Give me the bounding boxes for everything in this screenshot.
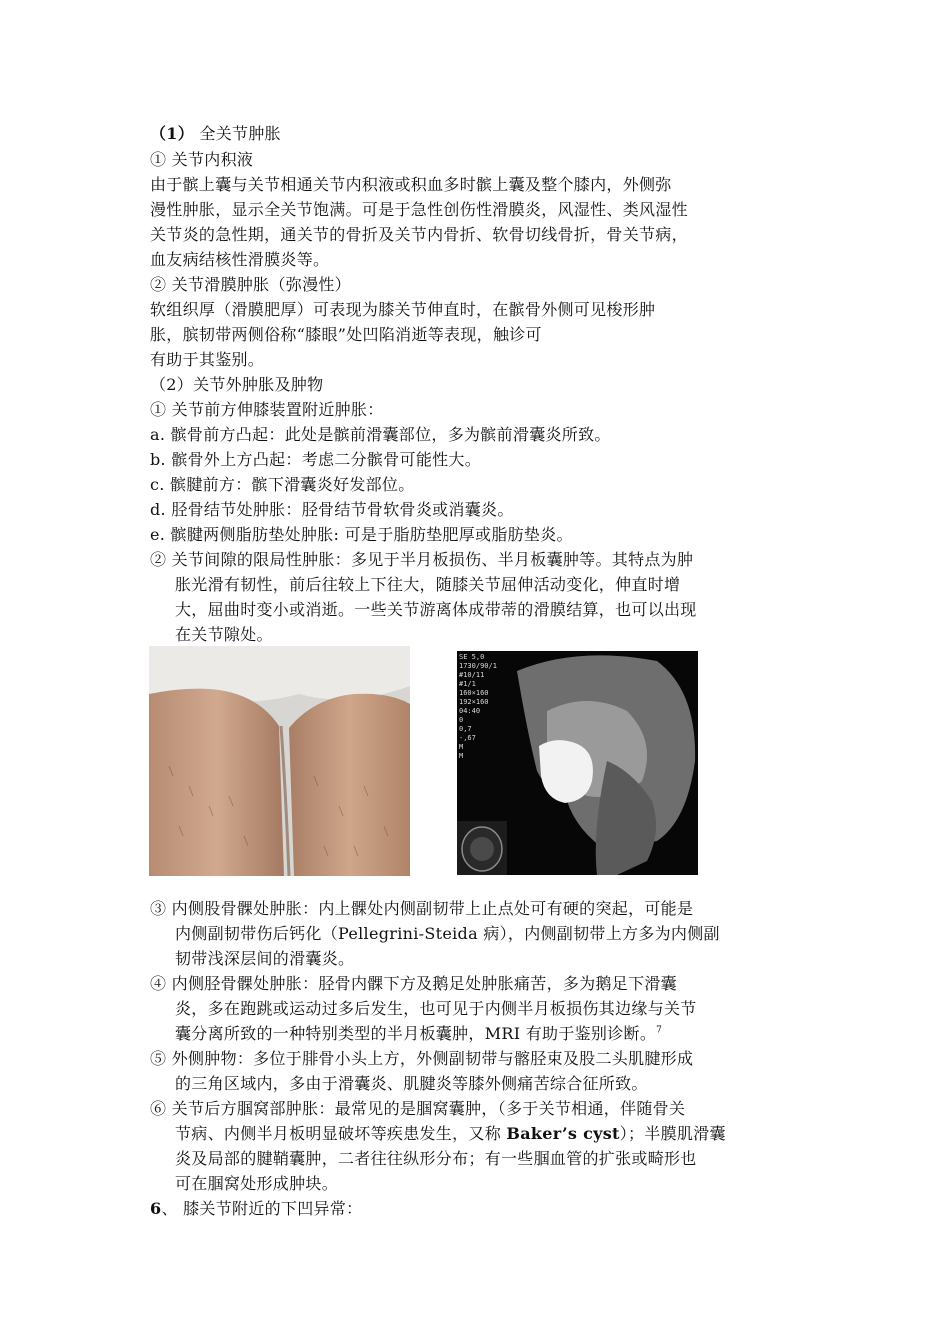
sub2-line: 有助于其鉴别。 xyxy=(150,350,265,369)
sub1-title: ① 关节内积液 xyxy=(150,150,254,169)
mri-overlay-text: #1/1 xyxy=(459,680,476,688)
item6-line: 可在腘窝处形成肿块。 xyxy=(175,1174,339,1193)
item1-list-item: b. 髌骨外上方凸起：考虑二分髌骨可能性大。 xyxy=(150,450,482,469)
item6-text: ）；半膜肌滑囊 xyxy=(619,1124,726,1143)
item5-line: 的三角区域内，多由于滑囊炎、肌腱炎等膝外侧痛苦综合征所致。 xyxy=(175,1074,648,1093)
item3-line: 韧带浅深层间的滑囊炎。 xyxy=(175,949,355,968)
bakers-cyst-term: Baker’s cyst xyxy=(506,1124,620,1143)
knee-photo xyxy=(149,646,410,876)
mri-overlay-text: 0 xyxy=(459,716,464,724)
sub2-title: ② 关节滑膜肿胀（弥漫性） xyxy=(150,275,351,294)
sub1-line: 血友病结核性滑膜炎等。 xyxy=(150,250,330,269)
footnote-ref: 7 xyxy=(656,1025,663,1036)
section1-heading xyxy=(150,122,800,146)
sub2-line: 胀，膑韧带两侧俗称“膝眼”处凹陷消逝等表现，触诊可 xyxy=(150,325,542,344)
item3-line: 内侧副韧带伤后钙化（Pellegrini-Steida 病），内侧副韧带上方多为内侧副 xyxy=(175,924,720,943)
item6-text: 节病、内侧半月板明显破坏等疾患发生，又称 xyxy=(175,1124,507,1143)
mri-overlay-text: 1730/90/1 xyxy=(459,662,497,670)
mri-overlay-text: 04:40 xyxy=(459,707,481,715)
section6-number: 6 xyxy=(150,1199,162,1218)
section6-heading xyxy=(150,1197,800,1221)
mri-overlay-text: 0,7 xyxy=(459,725,472,733)
section1-heading-number: （1） xyxy=(150,124,195,143)
item1-title: ① 关节前方伸膝装置附近肿胀： xyxy=(150,400,384,419)
mri-overlay-text: 192×160 xyxy=(459,698,489,706)
section1-heading-text: 全关节肿胀 xyxy=(194,124,281,143)
item2-line: ② 关节间隙的限局性肿胀：多见于半月板损伤、半月板囊肿等。其特点为肿 xyxy=(150,550,694,569)
mri-overlay-text: 160×160 xyxy=(459,689,489,697)
item3-line: ③ 内侧股骨髁处肿胀：内上髁处内侧副韧带上止点处可有硬的突起，可能是 xyxy=(150,899,694,918)
item2-line: 在关节隙处。 xyxy=(175,625,273,644)
sub1-line: 关节炎的急性期，通关节的骨折及关节内骨折、软骨切线骨折，骨关节病， xyxy=(150,225,688,244)
mri-image xyxy=(457,651,698,875)
item4-line: ④ 内侧胫骨髁处肿胀：胫骨内髁下方及鹅足处肿胀痛苦，多为鹅足下滑囊 xyxy=(150,974,677,993)
mri-overlay-text: #10/11 xyxy=(459,671,485,679)
sub1-line: 漫性肿胀，显示全关节饱满。可是于急性创伤性滑膜炎，风湿性、类风湿性 xyxy=(150,200,688,219)
item4-line xyxy=(175,1022,825,1046)
section2-heading: （2）关节外肿胀及肿物 xyxy=(150,375,324,394)
item2-line: 胀光滑有韧性，前后往较上下往大，随膝关节屈伸活动变化，伸直时增 xyxy=(175,575,681,594)
item6-line: ⑥ 关节后方腘窝部肿胀：最常见的是腘窝囊肿，（多于关节相通，伴随骨关 xyxy=(150,1099,686,1118)
mri-overlay-text: SE 5,0 xyxy=(459,653,485,661)
item1-list-item: d. 胫骨结节处肿胀：胫骨结节骨软骨炎或消囊炎。 xyxy=(150,500,514,519)
item2-line: 大，屈曲时变小或消逝。一些关节游离体成带蒂的滑膜结算，也可以出现 xyxy=(175,600,697,619)
section6-text: 、 膝关节附近的下凹异常： xyxy=(161,1199,363,1218)
item1-list-item: e. 髌腱两侧脂肪垫处肿胀: 可是于脂肪垫肥厚或脂肪垫炎。 xyxy=(150,525,573,544)
sub1-line: 由于髌上囊与关节相通关节内积液或积血多时髌上囊及整个膝内，外侧弥 xyxy=(150,175,672,194)
sub2-line: 软组织厚（滑膜肥厚）可表现为膝关节伸直时，在髌骨外侧可见梭形肿 xyxy=(150,300,656,319)
item1-list-item: c. 髌腱前方：髌下滑囊炎好发部位。 xyxy=(150,475,415,494)
item6-line: 炎及局部的腱鞘囊肿，二者往往纵形分布；有一些腘血管的扩张或畸形也 xyxy=(175,1149,697,1168)
mri-overlay-text: -,67 xyxy=(459,734,476,742)
mri-overlay-text: M xyxy=(459,743,464,751)
mri-overlay-text: M xyxy=(459,752,464,760)
item4-line-text: 囊分离所致的一种特别类型的半月板囊肿，MRI 有助于鉴别诊断。 xyxy=(175,1024,657,1043)
item4-line: 炎，多在跑跳或运动过多后发生，也可见于内侧半月板损伤其边缘与关节 xyxy=(175,999,697,1018)
item6-line xyxy=(175,1122,825,1146)
item1-list-item: a. 髌骨前方凸起：此处是髌前滑囊部位，多为髌前滑囊炎所致。 xyxy=(150,425,611,444)
item5-line: ⑤ 外侧肿物：多位于腓骨小头上方，外侧副韧带与髂胫束及股二头肌腱形成 xyxy=(150,1049,694,1068)
